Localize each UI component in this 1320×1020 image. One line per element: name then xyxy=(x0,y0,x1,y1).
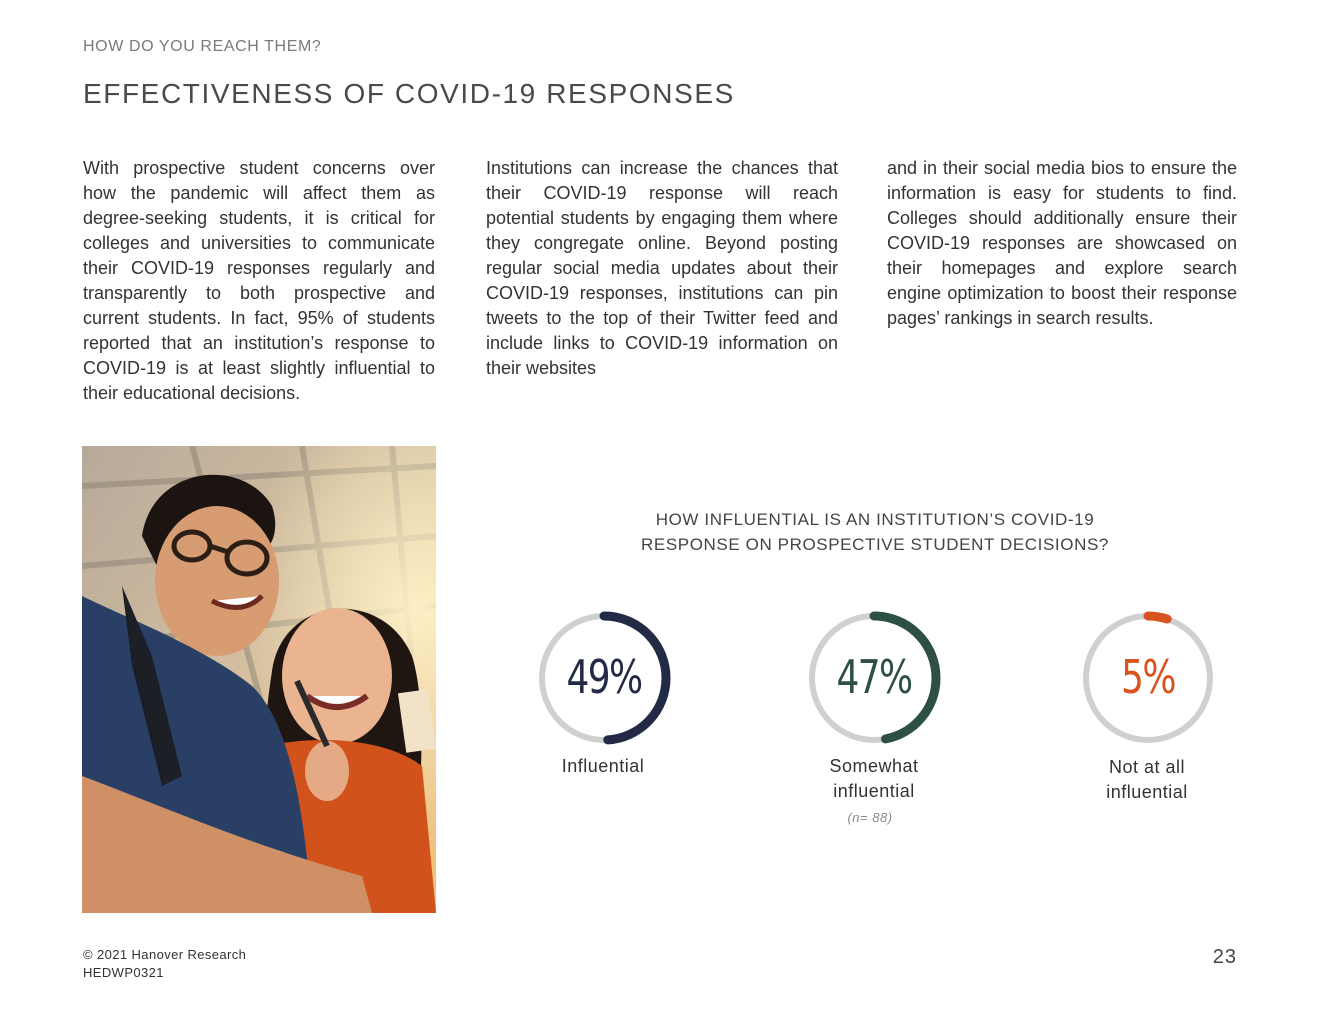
donut-label-influential xyxy=(503,754,703,779)
donut-value-somewhat-influential: 47% xyxy=(836,650,912,704)
document-code: HEDWP0321 xyxy=(83,965,164,980)
donut-label-somewhat-line-2: influential xyxy=(833,781,915,801)
sample-size-note: (n= 88) xyxy=(847,810,893,825)
page-number: 23 xyxy=(1212,946,1237,968)
page-title: EFFECTIVENESS OF COVID-19 RESPONSES xyxy=(83,78,735,109)
body-column-3: and in their social media bios to ensure the information is easy for students to find. Colleges should additionally ensure their COVID-19 responses are showcased on their homepages and explore search engine optimization to boost their response pages’ rankings in search results. xyxy=(887,158,1237,328)
chart-title-line-1: HOW INFLUENTIAL IS AN INSTITUTION’S COVID-19 xyxy=(655,510,1095,529)
donut-value-influential: 49% xyxy=(566,650,642,704)
chart-title-line-2: RESPONSE ON PROSPECTIVE STUDENT DECISIONS? xyxy=(641,535,1109,554)
body-column-1: With prospective student concerns over how the pandemic will affect them as degree-seeking students, it is critical for colleges and universities to communicate their COVID-19 responses regularly and transparently to both prospective and current students. In fact, 95% of students reported that an institution’s response to COVID-19 is at least slightly influential to their educational decisions. xyxy=(83,158,435,403)
donut-influential xyxy=(530,604,678,752)
donut-not-at-all-influential xyxy=(1074,604,1222,752)
donut-label-somewhat-line-1: Somewhat xyxy=(829,756,919,776)
copyright-text: © 2021 Hanover Research xyxy=(83,947,247,962)
donut-label-somewhat-influential xyxy=(774,754,974,804)
donut-label-influential-line-1: Influential xyxy=(561,756,645,776)
footer-copyright xyxy=(83,946,246,982)
donut-label-not-at-all-line-2: influential xyxy=(1106,782,1188,802)
donut-label-not-at-all-influential xyxy=(1047,755,1247,805)
chart-title xyxy=(600,507,1150,557)
donut-value-not-at-all-influential: 5% xyxy=(1121,650,1175,704)
students-photo xyxy=(82,446,436,913)
body-column-2: Institutions can increase the chances that their COVID-19 response will reach potential students by engaging them where they congregate online. Beyond posting regular social media updates about their COVID-19 responses, institutions can pin tweets to the top of their Twitter feed and include links to COVID-19 information on their websites xyxy=(486,158,838,378)
donut-somewhat-influential xyxy=(800,604,948,752)
section-eyebrow: HOW DO YOU REACH THEM? xyxy=(83,38,322,55)
donut-label-not-at-all-line-1: Not at all xyxy=(1108,757,1186,777)
